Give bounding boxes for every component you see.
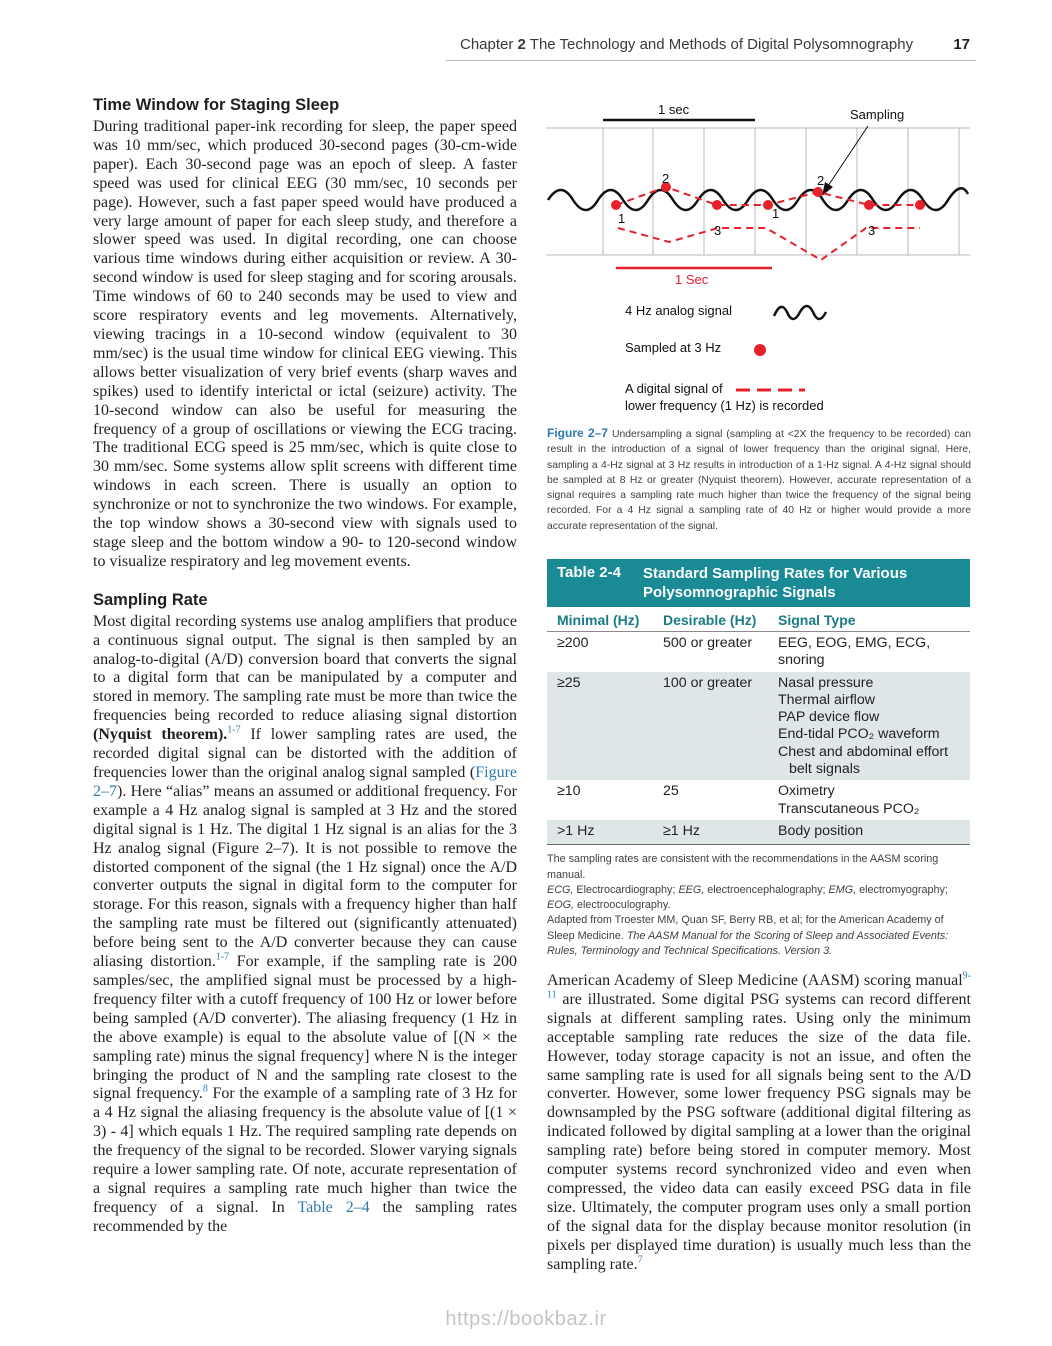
figure-caption-label: Figure 2–7 bbox=[547, 426, 608, 440]
sample-point bbox=[915, 200, 925, 210]
section-heading-sampling-rate: Sampling Rate bbox=[93, 590, 208, 609]
citation-9-11[interactable]: 9-11 bbox=[547, 970, 971, 1001]
section-heading-time-window: Time Window for Staging Sleep bbox=[93, 96, 340, 114]
sample-number-3b: 3 bbox=[868, 223, 876, 238]
legend-digital-label-2: lower frequency (1 Hz) is recorded bbox=[625, 398, 824, 413]
running-header bbox=[460, 36, 980, 53]
table-abbreviations: ECG, Electrocardiography; EEG, electroencephalography; EMG, electromyography; EOG, electrooculography. bbox=[547, 883, 948, 912]
table-cell-desirable: ≥1 Hz bbox=[653, 820, 768, 845]
citation-1-7-b[interactable]: 1-7 bbox=[215, 951, 230, 963]
legend-analog-wave-icon bbox=[774, 306, 826, 319]
table-cell-signal: Oximetry Transcutaneous PCO₂ bbox=[778, 783, 920, 817]
watermark-url: https://bookbaz.ir bbox=[445, 1308, 607, 1330]
page-number: 17 bbox=[953, 36, 970, 53]
sample-number-3a: 3 bbox=[714, 223, 722, 238]
sample-point bbox=[712, 200, 722, 210]
figure-caption-text: Undersampling a signal (sampling at <2X the frequency to be recorded) can result in the introduction of a signal of lower frequency than the original signal. Here, sampling a 4-Hz signal at 3 Hz results in introduction of a 1-Hz signal. A 4-Hz signal should be sampled at 8 Hz or greater (Nyquist theorem). However, accurate representation of a signal requires a sampling rate much higher than twice the frequency of the signal being recorded. For a 4 Hz signal a sampling rate of 40 Hz or higher would provide a more accurate representation of the signal. bbox=[547, 429, 971, 532]
sample-point bbox=[864, 200, 874, 210]
table-note: The sampling rates are consistent with the recommendations in the AASM scoring manual. bbox=[547, 853, 939, 881]
column-header: Desirable (Hz) bbox=[653, 607, 768, 632]
sample-point bbox=[813, 187, 823, 197]
chapter-label: Chapter bbox=[460, 36, 514, 53]
table-cell-minimal: ≥10 bbox=[557, 783, 581, 800]
legend-analog-label: 4 Hz analog signal bbox=[625, 303, 732, 318]
table-source: Adapted from Troester MM, Quan SF, Berry RB, et al; for the American Academy of Sleep Medicine. The AASM Manual for the Scoring of Sleep and Associated Events: Rules, Terminology and Technical Specifications. Version 3. bbox=[547, 914, 949, 958]
table-number: Table 2-4 bbox=[557, 564, 621, 581]
table-2-4 bbox=[547, 559, 970, 959]
right-column-text bbox=[547, 972, 971, 1275]
table-cell-desirable: 25 bbox=[663, 783, 679, 800]
figure-2-7 bbox=[546, 100, 976, 420]
chapter-title: The Technology and Methods of Digital Polysomnography bbox=[529, 36, 914, 53]
legend-sampled-label: Sampled at 3 Hz bbox=[625, 340, 722, 355]
sample-point bbox=[611, 200, 621, 210]
table-row bbox=[547, 632, 970, 672]
paragraph-sampling-rate: Most digital recording systems use analog amplifiers that produce a continuous signal output. The signal is then sampled by an analog-to-digital (A/D) conversion board that converts the signal to a digital form that can be manipulated by a computer and stored in memory. The sampling rate must be more than twice the frequencies being recorded to reduce aliasing signal distortion (Nyquist theorem).$^{1-7}$ If lower sampling rates are used, the recorded digital signal can be distorted with the addition of frequencies lower than the original analog signal sampled (Figure 2–7). Here “alias” means an assumed or additional frequency. For example a 4 Hz analog signal is sampled at 3 Hz and the stored digital signal is 1 Hz. The digital 1 Hz signal is an alias for the 3 Hz analog signal (Figure 2–7). It is not possible to remove the distorted component of the signal (the 1 Hz signal) once the A/D converter outputs the signal in digital form to the computer for storage. For this reason, signals with a frequency higher than half the sampling rate must be filtered out (significantly attenuated) before being sent to the A/D converter because they can cause aliasing distortion.$^{1-7}$ For example, if the sampling rate is 200 samples/sec, the amplified signal must be processed by a high-frequency filter with a cutoff frequency of 100 Hz or lower before being sampled (A/D converter). The aliasing frequency (1 Hz in the above example) is equal to the absolute value of [(N × the sampling rate) minus the signal frequency] where N is the integer bringing the product of N and the sampling rate closest to the signal frequency.$^8$ For the example of a sampling rate of 3 Hz for a 4 Hz signal the aliasing frequency is the absolute value of [(1 × 3) - 4] which equals 1 Hz. The required sampling rate depends on the frequency of the signal to be recorded. Slower varying signals require a lower sampling rate. Of note, accurate representation of a signal requires a sampling rate much higher than twice the frequency of a signal. In Table 2–4 the sampling rates recommended by the bbox=[93, 612, 518, 1235]
table-footnotes bbox=[547, 852, 970, 959]
table-cell-signal: Nasal pressure Thermal airflow PAP device flow End-tidal PCO₂ waveform Chest and abdominal effort belt signals bbox=[768, 672, 970, 781]
sampling-arrow-shaft bbox=[828, 126, 868, 186]
left-column bbox=[93, 96, 517, 1237]
sample-number-1b: 1 bbox=[772, 206, 780, 221]
table-cell-signal: EEG, EOG, EMG, ECG, snoring bbox=[778, 635, 931, 669]
header-rule bbox=[446, 60, 976, 61]
table-title-bar bbox=[547, 559, 970, 607]
sampling-label: Sampling bbox=[850, 107, 905, 122]
paragraph-time-window: During traditional paper-ink recording for sleep, the paper speed was 10 mm/sec, which produced 30-second pages (30-cm-wide paper). Each 30-second page was an epoch of sleep. A faster speed was used for clinical EEG (30 mm/sec, 10 seconds per page). However, such a fast paper speed would have produced a very large amount of paper for each sleep study, and therefore a slower speed was used. In digital recording, one can choose various time windows during either acquisition or review. A 30-second window is used for sleep staging and for scoring arousals. Time windows of 60 to 240 seconds may be used to view and score respiratory events and leg movements. Alternatively, viewing tracings in a 10-second window (equivalent to 30 mm/sec) is the usual time window for clinical EEG viewing. This allows better visualization of very brief events (sharp waves and spikes) used to identify interictal or ictal (seizure) activity. The 10-second window can also be useful for measuring the frequency of a group of oscillations or viewing the ECG tracing. The traditional ECG speed is 25 mm/sec, which is quite close to 30 mm/sec. Some systems allow split screens with different time windows in each screen. There is usually an option to synchronize or not to synchronize the two windows. For example, the top window shows a 30-second view with signals used to stage sleep and the bottom window a 90- to 120-second window to visualize respiratory and leg movement events. bbox=[93, 118, 517, 570]
table-row bbox=[547, 780, 970, 820]
table-row bbox=[547, 820, 970, 845]
citation-7[interactable]: 7 bbox=[637, 1254, 643, 1266]
table-row bbox=[547, 672, 970, 781]
citation-1-7[interactable]: 1-7 bbox=[227, 724, 241, 736]
table-cell-minimal: >1 Hz bbox=[547, 820, 653, 845]
table-cell-minimal: ≥200 bbox=[557, 635, 589, 651]
nyquist-term: (Nyquist theorem). bbox=[93, 726, 228, 744]
table-header-row bbox=[547, 607, 970, 632]
table-cell-desirable: 500 or greater bbox=[663, 635, 753, 651]
sample-number-1a: 1 bbox=[618, 211, 626, 226]
column-header: Signal Type bbox=[768, 607, 970, 632]
paragraph-aasm: American Academy of Sleep Medicine (AASM) scoring manual$^{9-11}$ are illustrated. Some digital PSG systems can record different signals at different sampling rates. Using only the minimum acceptable sampling rate reduces the size of the data file. However, today storage capacity is not an issue, and often the same sampling rate is used for all signals being sent to the A/D converter. However, some lower frequency PSG signals may be downsampled by the PSG software (additional digital filtering as indicated followed by digital sampling at a lower than the original sampling rate) before being stored in computer memory. Most computer systems record synchronized video and even when compressed, the video data can easily exceed PSG data in file size. Ultimately, the computer program uses only a small portion of the signal data for the display because monitor resolution (in pixels per displayed time duration) is usually much less than the sampling rate.$^7$ bbox=[547, 970, 971, 1273]
table-cell-signal: Body position bbox=[768, 820, 970, 845]
legend-sample-dot-icon bbox=[754, 344, 766, 356]
citation-8[interactable]: 8 bbox=[202, 1084, 208, 1096]
table-cell-desirable: 100 or greater bbox=[653, 672, 768, 781]
sample-number-2a: 2 bbox=[662, 171, 670, 186]
analog-wave bbox=[548, 188, 968, 210]
table-title: Standard Sampling Rates for Various Polysomnographic Signals bbox=[643, 565, 908, 601]
table-2-4-link[interactable]: Table 2–4 bbox=[297, 1198, 370, 1216]
sampling-rates-table bbox=[547, 607, 970, 845]
table-cell-minimal: ≥25 bbox=[547, 672, 653, 781]
column-header: Minimal (Hz) bbox=[547, 607, 653, 632]
figure-2-7-link[interactable]: Figure 2–7 bbox=[93, 764, 517, 800]
one-sec-label: 1 sec bbox=[658, 102, 690, 117]
sample-number-2b: 2 bbox=[817, 173, 825, 188]
figure-caption bbox=[547, 426, 971, 534]
one-sec-red-label: 1 Sec bbox=[675, 272, 709, 287]
legend-digital-label-1: A digital signal of bbox=[625, 381, 723, 396]
chapter-number: 2 bbox=[517, 36, 526, 53]
